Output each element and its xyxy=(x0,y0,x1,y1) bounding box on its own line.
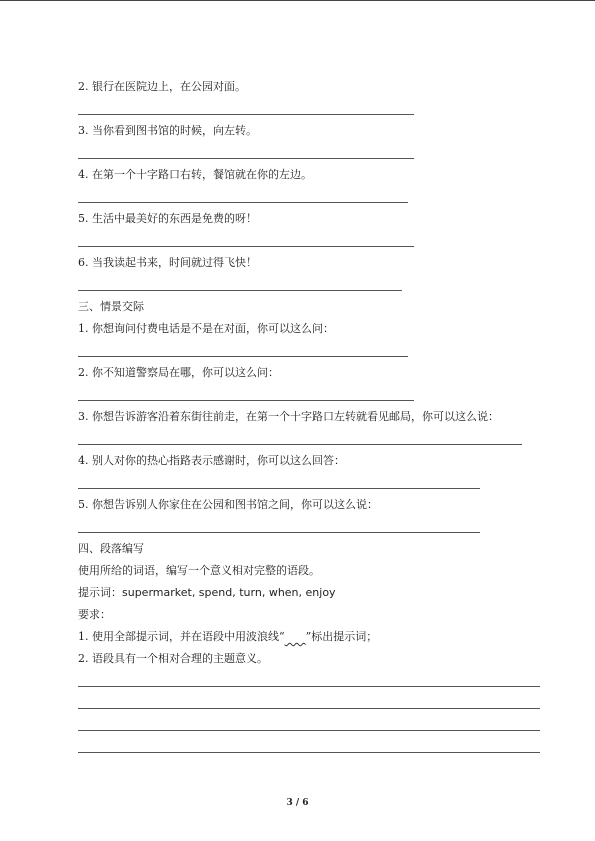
section-4-instruction: 使用所给的词语，编写一个意义相对完整的语段。 xyxy=(78,564,320,577)
question-2-5: 5. 生活中最美好的东西是免费的呀！ xyxy=(78,212,257,225)
requirement-2: 2. 语段具有一个相对合理的主题意义。 xyxy=(78,652,268,665)
writing-line-3[interactable] xyxy=(78,730,540,731)
answer-line-2-6[interactable] xyxy=(78,290,402,291)
answer-line-3-5[interactable] xyxy=(78,532,480,533)
answer-line-2-4[interactable] xyxy=(78,202,408,203)
hint-label: 提示词： xyxy=(78,586,122,599)
question-3-1: 1. 你想询问付费电话是不是在对面，你可以这么问： xyxy=(78,322,334,335)
answer-line-3-3[interactable] xyxy=(78,444,522,445)
question-3-5: 5. 你想告诉别人你家住在公园和图书馆之间，你可以这么说： xyxy=(78,498,378,511)
wavy-line-sample xyxy=(285,630,306,643)
requirement-1-text-before: 1. 使用全部提示词，并在语段中用波浪线“ xyxy=(78,630,285,643)
answer-line-2-2[interactable] xyxy=(78,114,414,115)
answer-line-2-3[interactable] xyxy=(78,158,414,159)
requirements-label: 要求： xyxy=(78,608,111,621)
question-2-6: 6. 当我读起书来，时间就过得飞快！ xyxy=(78,256,257,269)
question-3-2: 2. 你不知道警察局在哪，你可以这么问： xyxy=(78,366,279,379)
question-2-4: 4. 在第一个十字路口右转，餐馆就在你的左边。 xyxy=(78,168,312,181)
page-number: 3 / 6 xyxy=(286,798,309,808)
section-3-title: 三、情景交际 xyxy=(78,300,144,313)
section-4-title: 四、段落编写 xyxy=(78,542,144,555)
requirement-1 xyxy=(78,630,377,644)
answer-line-2-5[interactable] xyxy=(78,246,414,247)
hint-words: supermarket, spend, turn, when, enjoy xyxy=(122,586,336,599)
question-3-4: 4. 别人对你的热心指路表示感谢时，你可以这么回答： xyxy=(78,454,345,467)
answer-line-3-2[interactable] xyxy=(78,400,414,401)
requirement-1-text-after: ”标出提示词； xyxy=(305,630,378,643)
hint-words-line xyxy=(78,586,336,600)
answer-line-3-4[interactable] xyxy=(78,488,480,489)
writing-line-4[interactable] xyxy=(78,752,540,753)
question-2-3: 3. 当你看到图书馆的时候，向左转。 xyxy=(78,124,257,137)
question-3-3: 3. 你想告诉游客沿着东街往前走，在第一个十字路口左转就看见邮局，你可以这么说： xyxy=(78,410,499,423)
writing-line-2[interactable] xyxy=(78,708,540,709)
page-top-border xyxy=(0,0,595,1)
question-2-2: 2. 银行在医院边上，在公园对面。 xyxy=(78,80,246,93)
answer-line-3-1[interactable] xyxy=(78,356,408,357)
writing-line-1[interactable] xyxy=(78,686,540,687)
